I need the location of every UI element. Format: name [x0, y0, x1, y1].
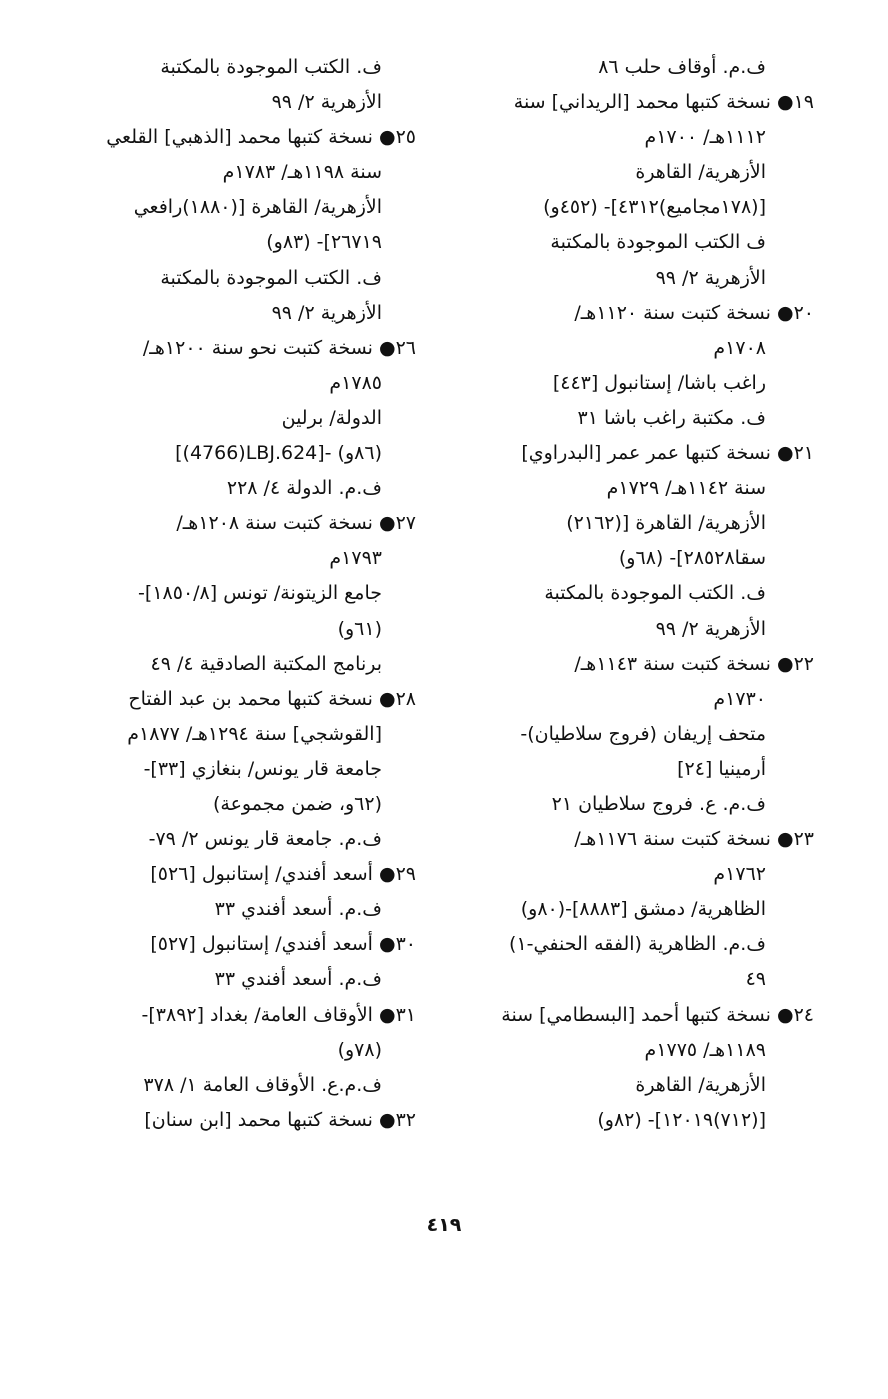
left-column-line: الأزهرية/ القاهرة [(١٨٨٠)رافعي: [133, 196, 382, 219]
left-column-line: ف.م. أسعد أفندي ٣٣: [214, 968, 382, 991]
right-column-line: ٤٩: [745, 968, 766, 991]
left-column-line: [(4766)LBJ.624]- (٨٦و): [175, 442, 382, 465]
right-column-line: الأزهرية/ القاهرة [(٢١٦٢): [566, 512, 766, 535]
left-column-line: ٣١● الأوقاف العامة/ بغداد [٣٨٩٢]-: [141, 1003, 416, 1026]
left-column-line: برنامج المكتبة الصادقية ٤/ ٤٩: [150, 652, 382, 675]
right-column-line: ف.م. ع. فروج سلاطيان ٢١: [551, 792, 766, 815]
right-column-line: ١٧٣٠م: [713, 687, 766, 710]
right-column-line: ٢١● نسخة كتبها عمر عمر [البدراوي]: [521, 442, 814, 465]
right-column-line: ١٧٦٢م: [713, 863, 766, 886]
left-column-line: ف.م.ع. الأوقاف العامة ١/ ٣٧٨: [143, 1073, 382, 1096]
right-column-line: راغب باشا/ إستانبول [٤٤٣]: [552, 371, 766, 394]
left-column-line: ٢٨● نسخة كتبها محمد بن عبد الفتاح: [128, 687, 416, 710]
right-column-line: أرمينيا [٢٤]: [677, 757, 766, 780]
left-column-line: الأزهرية ٢/ ٩٩: [271, 301, 382, 324]
left-column-line: ١٧٩٣م: [329, 547, 382, 570]
left-column-line: جامعة قار يونس/ بنغازي [٣٣]-: [143, 757, 382, 780]
right-column-line: ١٩● نسخة كتبها محمد [الريداني] سنة: [513, 91, 814, 114]
left-column-line: ٢٧● نسخة كتبت سنة ١٢٠٨هـ/: [176, 512, 416, 535]
left-column-line: ٣٢● نسخة كتبها محمد [ابن سنان]: [144, 1108, 416, 1131]
left-column-line: (٦٢و، ضمن مجموعة): [213, 792, 382, 815]
left-column-line: (٧٨و): [337, 1038, 382, 1061]
right-column-line: ١٧٠٨م: [713, 336, 766, 359]
page-number: ٤١٩: [426, 1214, 462, 1236]
right-column-line: الظاهرية/ دمشق [٨٨٨٣]-(٨٠و): [520, 898, 766, 921]
right-column-line: [(١٧٨مجاميع)٤٣١٢]- (٤٥٢و): [543, 196, 766, 219]
right-column-line: ف. مكتبة راغب باشا ٣١: [577, 406, 766, 429]
left-column-line: جامع الزيتونة/ تونس [١٨٥٠/٨]-: [138, 582, 382, 605]
right-column-line: ٢٤● نسخة كتبها أحمد [البسطامي] سنة: [501, 1003, 814, 1026]
left-column-line: ٢٥● نسخة كتبها محمد [الذهبي] القلعي: [106, 126, 416, 149]
right-column-line: [(٧١٢)١٢٠١٩]- (٨٢و): [597, 1108, 766, 1131]
right-column-line: الأزهرية ٢/ ٩٩: [655, 266, 766, 289]
right-column-line: الأزهرية/ القاهرة: [635, 1073, 766, 1096]
left-column-line: ٢٦٧١٩]- (٨٣و): [266, 231, 382, 254]
right-column-line: ف.م. الظاهرية (الفقه الحنفي-١): [509, 933, 766, 956]
right-column-line: ١١٨٩هـ/ ١٧٧٥م: [644, 1038, 766, 1061]
right-column-line: ١١١٢هـ/ ١٧٠٠م: [644, 126, 766, 149]
right-column-line: ٢٣● نسخة كتبت سنة ١١٧٦هـ/: [574, 828, 814, 851]
left-column-line: ف. الكتب الموجودة بالمكتبة: [160, 266, 382, 289]
left-column-line: ف.م. أسعد أفندي ٣٣: [214, 898, 382, 921]
right-column-line: ف. الكتب الموجودة بالمكتبة: [544, 582, 766, 605]
right-column-line: سقا٢٨٥٢٨]- (٦٨و): [618, 547, 766, 570]
right-column-line: ف.م. أوقاف حلب ٨٦: [598, 56, 766, 78]
right-column-line: ٢٠● نسخة كتبت سنة ١١٢٠هـ/: [574, 301, 814, 324]
left-column-line: ٢٦● نسخة كتبت نحو سنة ١٢٠٠هـ/: [142, 336, 416, 359]
left-column-line: ف.م. الدولة ٤/ ٢٢٨: [226, 477, 382, 500]
right-column-line: ف الكتب الموجودة بالمكتبة: [550, 231, 766, 254]
left-column-line: ١٧٨٥م: [329, 371, 382, 394]
left-column-line: الأزهرية ٢/ ٩٩: [271, 91, 382, 114]
left-column-line: ف.م. جامعة قار يونس ٢/ ٧٩-: [148, 828, 382, 851]
right-column-line: الأزهرية ٢/ ٩٩: [655, 617, 766, 640]
left-column: [80, 50, 416, 1138]
left-column-line: (٦١و): [337, 617, 382, 640]
right-column-line: سنة ١١٤٢هـ/ ١٧٢٩م: [606, 477, 766, 500]
right-column-line: ٢٢● نسخة كتبت سنة ١١٤٣هـ/: [574, 652, 814, 675]
left-column-line: الدولة/ برلين: [281, 406, 382, 429]
right-column-line: الأزهرية/ القاهرة: [635, 161, 766, 184]
right-column-line: متحف إريفان (فروج سلاطيان)-: [520, 722, 766, 745]
left-column-line: سنة ١١٩٨هـ/ ١٧٨٣م: [222, 161, 382, 184]
left-column-line: [القوشجي] سنة ١٢٩٤هـ/ ١٨٧٧م: [127, 722, 382, 745]
left-column-line: ٢٩● أسعد أفندي/ إستانبول [٥٢٦]: [150, 863, 416, 886]
left-column-line: ف. الكتب الموجودة بالمكتبة: [160, 56, 382, 78]
left-column-line: ٣٠● أسعد أفندي/ إستانبول [٥٢٧]: [150, 933, 416, 956]
right-column: [462, 50, 814, 1138]
